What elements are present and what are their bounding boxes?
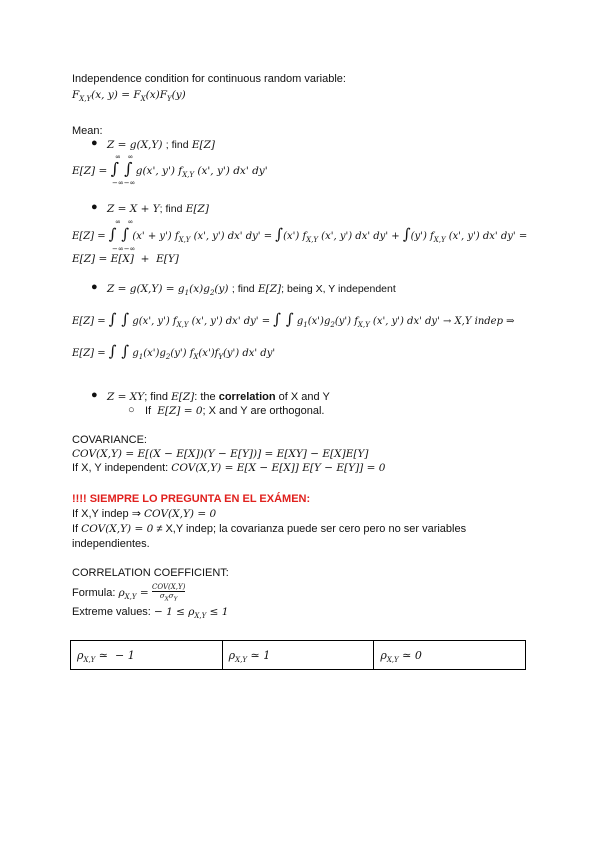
integral-lower: −∞−∞ xyxy=(112,179,136,187)
note-line-2b: independientes. xyxy=(72,538,150,550)
mean-bullet-3: $Z = g(X,Y) = g_1(x)g_2(y)$ ; find E[Z]; being X, Y independent xyxy=(107,283,396,298)
mean-sub-bullet: If E[Z] = 0; X and Y are orthogonal. xyxy=(145,405,325,417)
independence-formula: $F_{X,Y}(x$, $y) = F_X(x)F_Y(y)$ xyxy=(72,89,186,104)
table-cell-pos: $\rho_{X,Y}$ ≃ 1 xyxy=(223,641,375,669)
correlation-formula: Formula: $\rho_{X,Y}$ = COV(X,Y) $\sigma_X\sigma_Y$ xyxy=(72,583,186,603)
independence-title: Independence condition for continuous random variable: xyxy=(72,73,346,85)
exam-warning: !!!! SIEMPRE LO PREGUNTA EN EL EXÁMEN: xyxy=(72,493,311,505)
mean-eq-3: E[Z] = ∫ ∫ g(x', y') $f_{X,Y}$ (x', y') dx' dy' = ∫ ∫ $g_1(x')g_2(y')$ $f_{X,Y}$ (x', y') dx' dy' → X,Y indep ⇒ xyxy=(72,310,515,329)
mean-eq-1: E[Z] = ∫ ∫ g(x', y') $f_{X,Y}$ (x', y') dx' dy' xyxy=(72,159,268,180)
mean-heading: Mean: xyxy=(72,125,103,137)
integral-upper: ∞ ∞ xyxy=(115,218,134,226)
mean-bullet-4: Z = XY; find E[Z]: the correlation of X and Y xyxy=(107,391,330,403)
bullet-icon: ● xyxy=(91,201,98,213)
bullet-icon: ● xyxy=(91,137,98,149)
mean-bullet-2: Z = X + Y; find E[Z] xyxy=(107,203,209,215)
mean-eq-2: E[Z] = ∫ ∫ (x' + y') $f_{X,Y}$ (x', y') dx' dy' = ∫(x') $f_{X,Y}$ (x', y') dx' dy' + ∫(y') $f_{X,Y}$ (x', y') dx' dy' = xyxy=(72,225,528,244)
note-line-1: If X,Y indep ⇒ COV(X,Y) = 0 xyxy=(72,508,217,520)
correlation-table xyxy=(70,640,526,670)
covariance-indep: If X, Y independent: COV(X,Y) = E[X − E[X]] E[Y − E[Y]] = 0 xyxy=(72,462,386,474)
integral-upper: ∞ ∞ xyxy=(115,153,134,161)
mean-eq-3b: E[Z] = ∫ ∫ $g_1(x')g_2(y')$ $f_X(x')f_Y(y')$ dx' dy' xyxy=(72,342,276,361)
table-cell-zero: $\rho_{X,Y}$ ≃ 0 xyxy=(380,649,422,665)
mean-eq-2b: E[Z] = E[X] + E[Y] xyxy=(72,253,179,265)
integral-lower: −∞−∞ xyxy=(112,245,136,253)
covariance-def: COV(X,Y) = E[(X − E[X])(Y − E[Y])] = E[XY] − E[X]E[Y] xyxy=(72,448,369,460)
bullet-icon: ● xyxy=(91,389,98,401)
bullet-icon: ● xyxy=(91,281,98,293)
note-line-2a: If COV(X,Y) = 0 ≠ X,Y indep; la covarianza puede ser cero pero no ser variables xyxy=(72,523,467,535)
covariance-heading: COVARIANCE: xyxy=(72,434,147,446)
sub-bullet-icon: ○ xyxy=(128,404,135,416)
extreme-values: Extreme values: − $1 \le \rho_{X,Y} \le 1$ xyxy=(72,606,229,621)
correlation-heading: CORRELATION COEFFICIENT: xyxy=(72,567,229,579)
mean-bullet-1: Z = g(X,Y) ; find E[Z] xyxy=(107,139,216,151)
table-cell-neg: $\rho_{X,Y}$ ≃ − 1 xyxy=(71,641,223,669)
